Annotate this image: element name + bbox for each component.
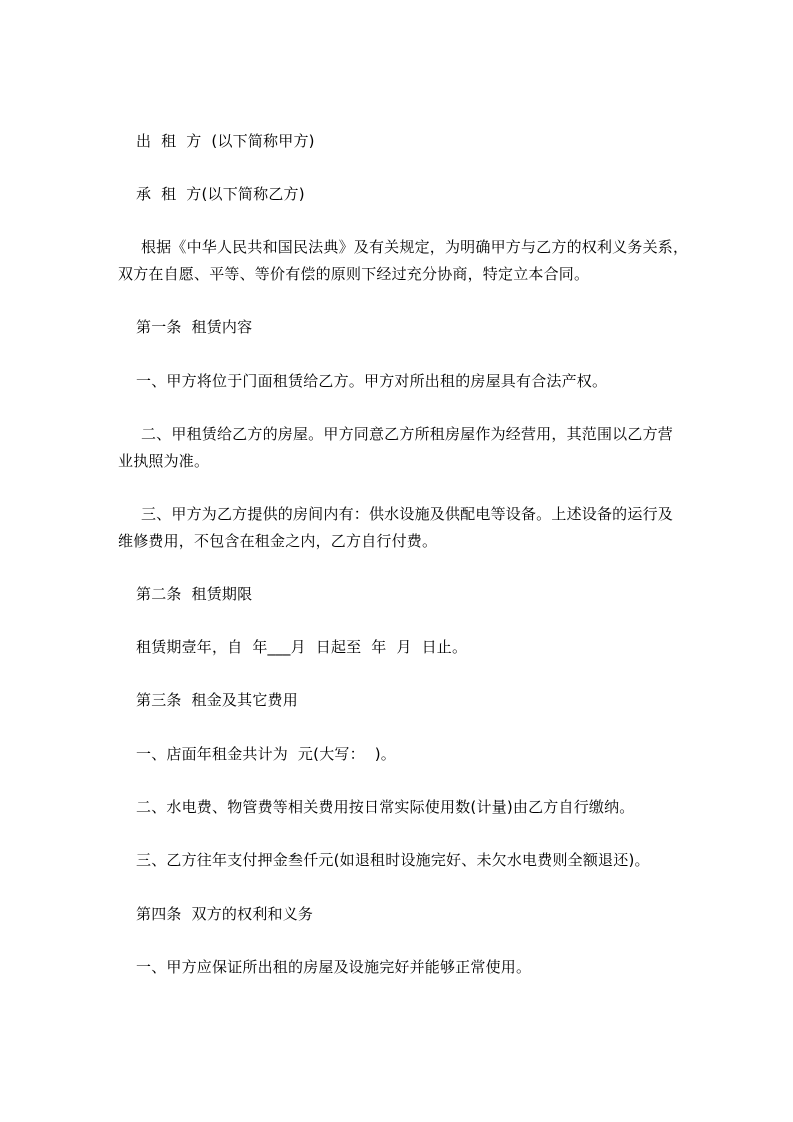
article-4-heading: 第四条 双方的权利和义务 [136, 905, 314, 923]
preamble-line-1: 根据《中华人民共和国民法典》及有关规定，为明确甲方与乙方的权利义务关系， [136, 238, 689, 256]
article-2-heading: 第二条 租赁期限 [136, 585, 253, 603]
preamble-line-2: 双方在自愿、平等、等价有偿的原则下经过充分协商，特定立本合同。 [118, 265, 590, 283]
article-3-heading: 第三条 租金及其它费用 [136, 691, 298, 709]
article-1-clause-2-line-2: 业执照为准。 [118, 452, 210, 470]
article-4-clause-1: 一、甲方应保证所出租的房屋及设施完好并能够正常使用。 [136, 958, 532, 976]
article-3-clause-1: 一、店面年租金共计为 元(大写： )。 [136, 745, 396, 763]
article-1-clause-2-line-1: 二、甲租赁给乙方的房屋。甲方同意乙方所租房屋作为经营用，其范围以乙方营 [136, 425, 673, 443]
article-3-clause-3: 三、乙方往年支付押金叁仟元(如退租时设施完好、未欠水电费则全额退还)。 [136, 851, 650, 869]
article-3-clause-2: 二、水电费、物管费等相关费用按日常实际使用数(计量)由乙方自行缴纳。 [136, 798, 635, 816]
article-1-clause-3-line-2: 维修费用，不包含在租金之内，乙方自行付费。 [118, 532, 438, 550]
lessor-line: 出 租 方 (以下简称甲方) [136, 132, 315, 150]
article-1-heading: 第一条 租赁内容 [136, 318, 253, 336]
article-2-clause-1: 租赁期壹年，自 年___月 日起至 年 月 日止。 [136, 638, 468, 656]
article-1-clause-3-line-1: 三、甲方为乙方提供的房间内有：供水设施及供配电等设备。上述设备的运行及 [136, 505, 673, 523]
lessee-line: 承 租 方(以下简称乙方) [136, 185, 305, 203]
article-1-clause-1: 一、甲方将位于门面租赁给乙方。甲方对所出租的房屋具有合法产权。 [136, 372, 608, 390]
